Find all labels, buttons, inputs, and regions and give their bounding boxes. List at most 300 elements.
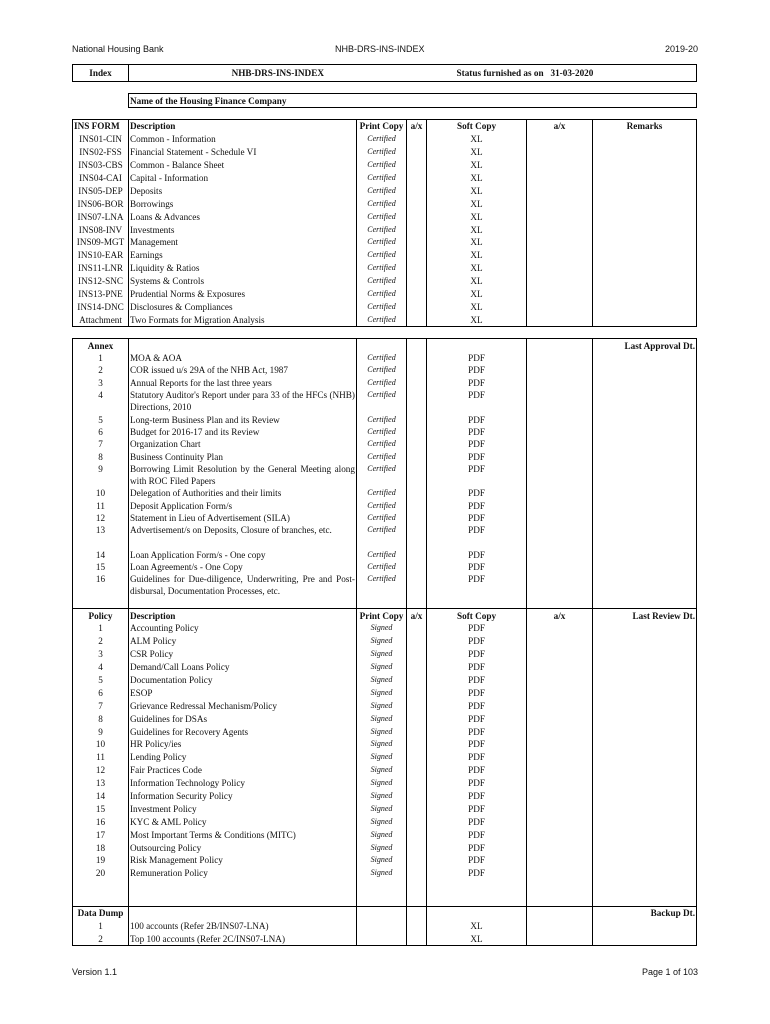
ax-cell [407,364,427,376]
row-description: HR Policy/ies [129,738,357,751]
table-row [73,920,697,933]
row-description: Demand/Call Loans Policy [129,661,357,674]
ax-cell [527,867,593,880]
row-description: Business Continuity Plan [129,451,357,463]
ax-cell [527,288,593,301]
soft-copy-format: PDF [427,451,527,463]
row-description: Deposit Application Form/s [129,500,357,512]
ax-cell [527,352,593,364]
ax-cell [407,414,427,426]
ax-cell [407,573,427,598]
ax-cell [407,262,427,275]
ins-form-code: INS06-BOR [73,197,129,210]
row-number: 14 [73,549,129,561]
ax-cell [407,802,427,815]
row-description: Annual Reports for the last three years [129,377,357,389]
col-header-print-copy: Print Copy [357,120,407,133]
row-number: 12 [73,764,129,777]
remarks-cell [593,249,697,262]
soft-copy-format: PDF [427,426,527,438]
last-review-cell [593,751,697,764]
print-copy-status: Signed [357,751,407,764]
remarks-cell [593,262,697,275]
row-number: 9 [73,463,129,488]
print-copy-status: Signed [357,815,407,828]
col-header-ax: a/x [527,120,593,133]
table-row [73,790,697,803]
row-number: 5 [73,674,129,687]
ax-cell [407,622,427,635]
ax-cell [527,426,593,438]
print-copy-status: Signed [357,764,407,777]
table-row [73,635,697,648]
table-row [73,223,697,236]
row-description: Earnings [129,249,357,262]
table-row [73,159,697,172]
row-number: 17 [73,828,129,841]
ins-form-code: INS01-CIN [73,133,129,146]
row-description [129,339,357,352]
ax-cell [407,674,427,687]
row-number: 14 [73,790,129,803]
row-number: 1 [73,352,129,364]
ax-cell [407,854,427,867]
ax-cell [527,699,593,712]
last-approval-cell [593,463,697,488]
ax-cell [527,389,593,414]
print-copy-status: Certified [357,573,407,598]
print-copy-status: Certified [357,364,407,376]
row-number: 1 [73,920,129,933]
soft-copy-format: PDF [427,364,527,376]
last-approval-cell [593,561,697,573]
soft-copy-format: PDF [427,438,527,450]
soft-copy-format: PDF [427,622,527,635]
ins-form-code: INS02-FSS [73,146,129,159]
soft-copy-format: XL [427,275,527,288]
row-description: Investment Policy [129,802,357,815]
ax-cell [527,487,593,499]
ax-cell [527,920,593,933]
row-description: Liquidity & Ratios [129,262,357,275]
print-copy-status: Certified [357,463,407,488]
table-row [73,841,697,854]
row-number: 15 [73,561,129,573]
row-description: Prudential Norms & Exposures [129,288,357,301]
row-description: Documentation Policy [129,674,357,687]
ax-cell [527,249,593,262]
table-row [73,622,697,635]
row-description: KYC & AML Policy [129,815,357,828]
company-name-row [73,94,697,108]
print-copy-status: Certified [357,288,407,301]
last-review-cell [593,712,697,725]
table-row [73,184,697,197]
print-copy-status: Signed [357,802,407,815]
row-description: Most Important Terms & Conditions (MITC) [129,828,357,841]
last-approval-cell [593,451,697,463]
print-copy-status: Certified [357,549,407,561]
print-copy-status: Signed [357,635,407,648]
row-number: 13 [73,524,129,549]
row-number: 5 [73,414,129,426]
last-review-cell [593,648,697,661]
ins-form-code: INS08-INV [73,223,129,236]
ax-cell [407,648,427,661]
print-copy-status: Certified [357,438,407,450]
last-review-cell [593,674,697,687]
row-number: 8 [73,451,129,463]
print-copy-status: Signed [357,699,407,712]
row-description: Top 100 accounts (Refer 2C/INS07-LNA) [129,933,357,946]
print-copy-status: Certified [357,197,407,210]
soft-copy-format: PDF [427,352,527,364]
ax-cell [527,463,593,488]
last-review-cell [593,867,697,880]
ax-cell [407,146,427,159]
row-description: Investments [129,223,357,236]
print-copy-status [357,906,407,919]
soft-copy-format: PDF [427,751,527,764]
ax-cell [527,725,593,738]
col-header-ax: a/x [407,120,427,133]
ax-cell [407,197,427,210]
ax-cell [407,906,427,919]
print-copy-status: Signed [357,686,407,699]
table-row [73,487,697,499]
ins-form-code: INS11-LNR [73,262,129,275]
row-description: Statement in Lieu of Advertisement (SILA) [129,512,357,524]
table-row [73,236,697,249]
remarks-cell [593,197,697,210]
remarks-cell [593,159,697,172]
ax-cell [527,300,593,313]
soft-copy-format: XL [427,146,527,159]
last-approval-cell [593,364,697,376]
table-row [73,352,697,364]
table-row [73,288,697,301]
soft-copy-format: XL [427,249,527,262]
status-label: Status furnished as on [456,68,544,78]
print-copy-status: Signed [357,661,407,674]
soft-copy-format: PDF [427,828,527,841]
soft-copy-format: XL [427,159,527,172]
last-review-cell [593,725,697,738]
table-row [73,524,697,549]
print-copy-status: Certified [357,451,407,463]
row-description: Two Formats for Migration Analysis [129,313,357,326]
table-row [73,661,697,674]
soft-copy-format: PDF [427,815,527,828]
print-copy-status: Certified [357,377,407,389]
row-description: Guidelines for Due-diligence, Underwriting, Pre and Post-disbursal, Documentation Processes, etc. [130,574,355,597]
ax-cell [407,815,427,828]
soft-copy-format: XL [427,133,527,146]
row-number: 3 [73,648,129,661]
print-copy-status: Certified [357,512,407,524]
table-row [73,389,697,414]
table-row [73,210,697,223]
ax-cell [527,815,593,828]
ax-cell [527,933,593,946]
row-description [129,906,357,919]
soft-copy-format: PDF [427,487,527,499]
col-header-last-review: Last Review Dt. [593,609,697,622]
last-approval-cell [593,524,697,549]
ax-cell [407,790,427,803]
table-row [73,751,697,764]
soft-copy-format: PDF [427,635,527,648]
ax-cell [527,906,593,919]
print-copy-status: Signed [357,674,407,687]
table-row [73,249,697,262]
last-approval-cell [593,389,697,414]
soft-copy-format: XL [427,920,527,933]
last-review-cell [593,854,697,867]
row-description: Deposits [129,184,357,197]
ax-cell [527,661,593,674]
row-description: ESOP [129,686,357,699]
ax-cell [407,463,427,488]
ax-cell [527,500,593,512]
spacer-row [73,598,697,609]
ax-cell [407,635,427,648]
print-copy-status: Signed [357,622,407,635]
ax-cell [527,414,593,426]
row-description: 100 accounts (Refer 2B/INS07-LNA) [129,920,357,933]
ax-cell [527,512,593,524]
soft-copy-format: PDF [427,738,527,751]
ax-cell [407,661,427,674]
row-description: COR issued u/s 29A of the NHB Act, 1987 [129,364,357,376]
table-row [73,802,697,815]
row-number: 9 [73,725,129,738]
table-row [73,364,697,376]
soft-copy-format: XL [427,210,527,223]
table-row [73,828,697,841]
last-review-cell [593,661,697,674]
print-copy-status: Signed [357,738,407,751]
data-dump-label: Data Dump [73,906,129,919]
backup-date-cell [593,933,697,946]
soft-copy-format: PDF [427,573,527,598]
soft-copy-format: PDF [427,414,527,426]
print-copy-status: Signed [357,777,407,790]
ins-form-code: INS10-EAR [73,249,129,262]
remarks-cell [593,288,697,301]
row-description: Borrowings [129,197,357,210]
soft-copy-format: PDF [427,561,527,573]
table-row [73,451,697,463]
table-row [73,725,697,738]
last-approval-cell [593,549,697,561]
soft-copy-format: PDF [427,500,527,512]
last-review-cell [593,764,697,777]
print-copy-status: Signed [357,867,407,880]
row-description: Organization Chart [129,438,357,450]
print-copy-status: Certified [357,313,407,326]
row-description: CSR Policy [129,648,357,661]
ax-cell [407,712,427,725]
soft-copy-format: PDF [427,867,527,880]
print-copy-status: Certified [357,426,407,438]
ax-cell [407,933,427,946]
ax-cell [407,389,427,414]
print-copy-status: Certified [357,210,407,223]
soft-copy-format: XL [427,288,527,301]
col-header-policy: Policy [73,609,129,622]
table-row [73,712,697,725]
col-header-description: Description [129,609,357,622]
table-row [73,438,697,450]
soft-copy-format: PDF [427,377,527,389]
print-copy-status: Certified [357,236,407,249]
remarks-cell [593,223,697,236]
header-year: 2019-20 [664,44,698,54]
print-copy-status: Certified [357,172,407,185]
ax-cell [527,275,593,288]
remarks-cell [593,210,697,223]
row-number: 2 [73,364,129,376]
ax-cell [407,288,427,301]
row-number: 10 [73,487,129,499]
row-number: 16 [73,815,129,828]
ax-cell [407,867,427,880]
row-number: 20 [73,867,129,880]
print-copy-status: Signed [357,828,407,841]
print-copy-status [357,920,407,933]
row-description: Grievance Redressal Mechanism/Policy [129,699,357,712]
ins-form-code: INS12-SNC [73,275,129,288]
print-copy-status: Certified [357,524,407,549]
ax-cell [407,172,427,185]
ax-cell [527,377,593,389]
last-approval-cell [593,500,697,512]
print-copy-status: Certified [357,133,407,146]
table-row [73,854,697,867]
col-header-print-copy: Print Copy [357,609,407,622]
row-description: Loan Application Form/s - One copy [129,549,357,561]
col-header-soft-copy: Soft Copy [427,120,527,133]
ax-cell [527,712,593,725]
index-sheet [72,64,697,946]
ax-cell [527,790,593,803]
ax-cell [407,300,427,313]
row-number: 11 [73,751,129,764]
row-description: Fair Practices Code [129,764,357,777]
print-copy-status: Certified [357,352,407,364]
ax-cell [527,339,593,352]
ax-cell [407,352,427,364]
row-description: Advertisement/s on Deposits, Closure of branches, etc. [129,524,357,549]
remarks-cell [593,184,697,197]
remarks-cell [593,172,697,185]
table-row [73,573,697,598]
row-description: Common - Information [129,133,357,146]
ax-cell [527,686,593,699]
ax-cell [527,524,593,549]
table-row [73,275,697,288]
ax-cell [527,364,593,376]
ax-cell [527,549,593,561]
print-copy-status: Signed [357,648,407,661]
col-header-ax: a/x [527,609,593,622]
ax-cell [407,777,427,790]
print-copy-status: Certified [357,146,407,159]
ax-cell [527,648,593,661]
table-row [73,463,697,488]
soft-copy-format: XL [427,933,527,946]
table-row [73,699,697,712]
print-copy-status: Signed [357,790,407,803]
ax-cell [527,236,593,249]
row-number: 4 [73,661,129,674]
datadump-header-row [73,906,697,919]
row-number: 11 [73,500,129,512]
ax-cell [407,699,427,712]
print-copy-status: Certified [357,275,407,288]
print-copy-status: Signed [357,841,407,854]
soft-copy-format: XL [427,300,527,313]
ax-cell [407,500,427,512]
row-number: 8 [73,712,129,725]
ax-cell [527,854,593,867]
row-description: Financial Statement - Schedule VI [129,146,357,159]
annex-header-row [73,339,697,352]
ax-cell [527,451,593,463]
ins-form-code: INS09-MGT [73,236,129,249]
row-description: Capital - Information [129,172,357,185]
last-approval-cell [593,377,697,389]
soft-copy-format: PDF [427,389,527,414]
ax-cell [407,426,427,438]
soft-copy-format: XL [427,236,527,249]
row-description: ALM Policy [129,635,357,648]
last-review-cell [593,777,697,790]
table-row [73,686,697,699]
table-row [73,172,697,185]
row-description: Budget for 2016-17 and its Review [129,426,357,438]
table-row [73,313,697,326]
ins-form-code: Attachment [73,313,129,326]
last-review-cell [593,699,697,712]
row-description: Information Security Policy [129,790,357,803]
spacer-row [73,893,697,907]
row-number: 2 [73,635,129,648]
print-copy-status [357,933,407,946]
table-row [73,777,697,790]
ax-cell [527,262,593,275]
soft-copy-format: XL [427,197,527,210]
ax-cell [407,487,427,499]
ins-form-code: INS03-CBS [73,159,129,172]
print-copy-status: Certified [357,249,407,262]
soft-copy-format: PDF [427,699,527,712]
last-review-cell [593,686,697,699]
print-copy-status: Certified [357,500,407,512]
table-row [73,933,697,946]
row-description: Loan Agreement/s - One Copy [129,561,357,573]
row-number: 7 [73,699,129,712]
row-description: Guidelines for DSAs [129,712,357,725]
ax-cell [527,622,593,635]
ax-cell [527,172,593,185]
row-number: 10 [73,738,129,751]
ax-cell [527,751,593,764]
table-row [73,549,697,561]
footer-version: Version 1.1 [72,967,118,977]
print-copy-status: Signed [357,854,407,867]
